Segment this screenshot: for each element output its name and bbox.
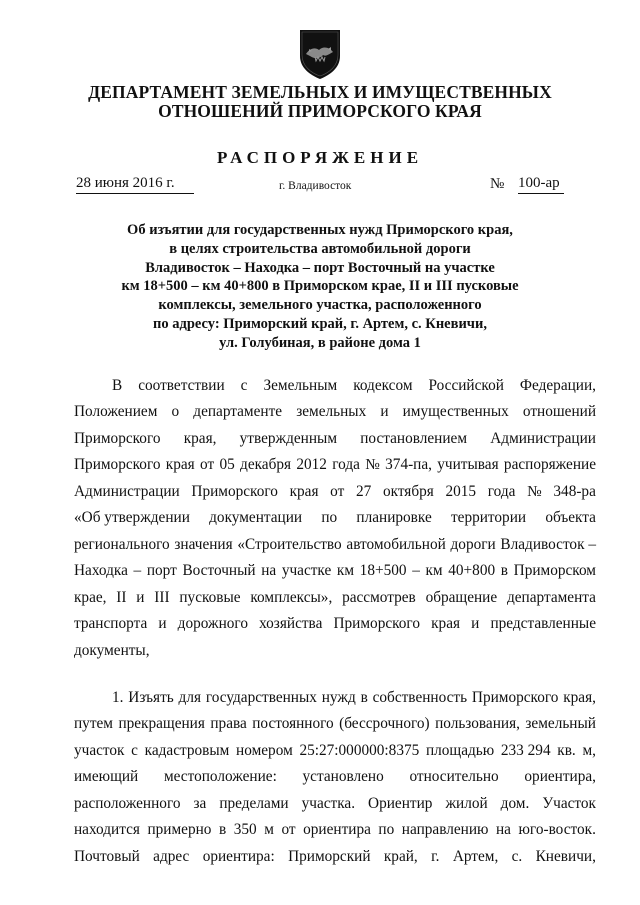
- preamble-line: [74, 456, 596, 474]
- word: края: [165, 456, 195, 473]
- word: по: [378, 821, 395, 838]
- word: местоположение:: [163, 768, 277, 785]
- word: с.: [511, 848, 523, 865]
- issue-city: г. Владивосток: [279, 180, 352, 192]
- item1-line: [74, 795, 596, 813]
- word: 348-ра: [553, 483, 596, 500]
- word: собственность: [372, 689, 468, 706]
- word: Положением: [74, 403, 158, 420]
- word: направлению: [401, 821, 489, 838]
- word: отношений: [522, 403, 596, 420]
- word: в: [360, 689, 368, 706]
- word: автомобильной: [346, 536, 446, 553]
- word: края: [289, 483, 319, 500]
- word: Участок: [542, 795, 596, 812]
- preamble-line: [74, 562, 596, 580]
- word: установлено: [302, 768, 384, 785]
- word: адрес: [153, 848, 190, 865]
- word: крае,: [74, 589, 107, 606]
- order-date: 28 июня 2016 г.: [76, 175, 194, 194]
- word: участке: [281, 562, 332, 579]
- word: пусковые: [179, 589, 241, 606]
- word: 05: [219, 456, 235, 473]
- word: км: [425, 562, 443, 579]
- word: ориентира:: [202, 848, 275, 865]
- word: прекращения: [118, 715, 205, 732]
- word: В: [112, 377, 123, 394]
- word: Восточный: [182, 562, 256, 579]
- word: Ориентир: [368, 795, 433, 812]
- word: объекта: [545, 509, 596, 526]
- word: земельных: [296, 403, 367, 420]
- word: о: [171, 403, 180, 420]
- word: путем: [74, 715, 113, 732]
- word: –: [133, 562, 142, 579]
- preamble-line: [74, 483, 596, 501]
- subject-line: Об изъятии для государственных нужд Приморского края,: [127, 222, 513, 238]
- word: Приморского: [74, 430, 161, 447]
- word: 350: [233, 821, 257, 838]
- word: от: [200, 456, 215, 473]
- word: Администрации: [490, 430, 596, 447]
- preamble-line: [74, 536, 596, 554]
- word: 27: [355, 483, 372, 500]
- word: за: [193, 795, 207, 812]
- word: г.: [431, 848, 440, 865]
- word: края: [431, 615, 461, 632]
- subject-line: по адресу: Приморский край, г. Артем, с. Кневичи,: [153, 315, 487, 332]
- word: «Строительство: [237, 536, 342, 553]
- preamble-line: [74, 509, 596, 527]
- word: Владивосток –: [500, 536, 596, 553]
- item1-line: [74, 742, 596, 760]
- order-subject: [0, 221, 640, 353]
- word: от: [281, 821, 296, 838]
- coat-of-arms-emblem: [295, 24, 345, 80]
- department-name-line1: ДЕПАРТАМЕНТ ЗЕМЕЛЬНЫХ И ИМУЩЕСТВЕННЫХ: [88, 82, 552, 102]
- word: и: [136, 589, 145, 606]
- word: 2012: [296, 456, 327, 473]
- word: на: [261, 562, 277, 579]
- word: соответствии: [138, 377, 225, 394]
- word: 25:27:000000:8375: [299, 742, 420, 759]
- subject-line: ул. Голубиная, в районе дома 1: [219, 334, 421, 351]
- word: кадастровым: [144, 742, 230, 759]
- word: номером: [236, 742, 293, 759]
- word: имущественных: [402, 403, 509, 420]
- word: года: [332, 456, 360, 473]
- number-sign: №: [490, 176, 505, 192]
- word: Кневичи,: [535, 848, 596, 865]
- word: Приморский: [288, 848, 371, 865]
- preamble-line: [74, 642, 596, 660]
- word: Изъять: [128, 689, 174, 706]
- word: транспорта: [74, 615, 148, 632]
- word: в: [218, 821, 227, 838]
- word: кодексом: [353, 377, 413, 394]
- word: 1.: [112, 689, 124, 706]
- word: №: [365, 456, 380, 473]
- word: дорожного: [177, 615, 248, 632]
- word: дом.: [500, 795, 530, 812]
- word: 18+500: [359, 562, 407, 579]
- word: департаменте: [193, 403, 283, 420]
- word: учитывая: [437, 456, 499, 473]
- word: 2015: [445, 483, 477, 500]
- word: пределами: [219, 795, 289, 812]
- subject-line: км 18+500 – км 40+800 в Приморском крае, II и III пусковые: [121, 278, 519, 295]
- word: значения: [174, 536, 233, 553]
- preamble-line: [74, 430, 596, 448]
- word: постоянного: [252, 715, 334, 732]
- word: на: [495, 821, 511, 838]
- preamble-line: [74, 589, 596, 607]
- word: хозяйства: [259, 615, 323, 632]
- item1-line: [112, 689, 596, 707]
- word: Артем,: [452, 848, 499, 865]
- preamble-line: [74, 403, 596, 421]
- word: рассмотрев: [342, 589, 416, 606]
- word: кв.: [557, 742, 576, 759]
- subject-line: Владивосток – Находка – порт Восточный на участке: [145, 259, 495, 276]
- preamble-line: [112, 377, 596, 395]
- word: №: [527, 483, 542, 500]
- word: край,: [383, 848, 418, 865]
- word: регионального: [74, 536, 170, 553]
- document-type-title: РАСПОРЯЖЕНИЕ: [216, 148, 424, 167]
- word: края,: [563, 689, 596, 706]
- word: км: [336, 562, 355, 579]
- item1-line: [74, 821, 596, 839]
- word: и: [471, 615, 480, 632]
- word: октября: [382, 483, 434, 500]
- item1-line: [74, 715, 596, 733]
- word: края,: [183, 430, 217, 447]
- word: декабря: [240, 456, 292, 473]
- word: для: [178, 689, 201, 706]
- word: –: [412, 562, 420, 579]
- subject-line: в целях строительства автомобильной дороги: [169, 240, 471, 257]
- word: 374-па,: [385, 456, 432, 473]
- word: земельный: [525, 715, 596, 732]
- word: Приморского: [471, 689, 559, 706]
- word: расположенного: [74, 795, 181, 812]
- word: участок: [74, 742, 125, 759]
- word: по: [321, 509, 338, 526]
- word: юго-восток.: [518, 821, 596, 838]
- word: имеющий: [74, 768, 139, 785]
- word: Администрации: [74, 483, 180, 500]
- word: III: [154, 589, 170, 606]
- word: 40+800: [448, 562, 496, 579]
- word: Федерации,: [519, 377, 596, 394]
- word: с: [240, 377, 248, 394]
- word: в: [500, 562, 508, 579]
- preamble-line: [74, 615, 596, 633]
- order-number: 100-ар: [518, 175, 564, 194]
- word: (бессрочного): [339, 715, 430, 732]
- word: порт: [146, 562, 177, 579]
- word: примерно: [147, 821, 212, 838]
- word: ориентира: [303, 821, 371, 838]
- word: м: [264, 821, 274, 838]
- word: документы,: [74, 642, 150, 659]
- word: участка.: [301, 795, 356, 812]
- word: Приморского: [191, 483, 278, 500]
- word: права: [210, 715, 247, 732]
- word: представленные: [490, 615, 596, 632]
- word: года: [487, 483, 516, 500]
- word: находится: [74, 821, 140, 838]
- word: территории: [450, 509, 527, 526]
- word: планировке: [356, 509, 432, 526]
- word: комплексы»,: [250, 589, 333, 606]
- word: и: [380, 403, 389, 420]
- word: обращение: [425, 589, 498, 606]
- department-name-line2: ОТНОШЕНИЙ ПРИМОРСКОГО КРАЯ: [158, 101, 482, 121]
- word: распоряжение: [503, 456, 596, 473]
- word: от: [330, 483, 345, 500]
- word: II: [116, 589, 127, 606]
- word: постановлением: [360, 430, 468, 447]
- word: относительно: [409, 768, 499, 785]
- word: Находка: [74, 562, 128, 579]
- word: Приморском: [513, 562, 596, 579]
- word: «Об утверждении: [74, 509, 190, 526]
- word: Приморского: [74, 456, 161, 473]
- word: площадью: [425, 742, 495, 759]
- word: 233 294: [500, 742, 551, 759]
- word: департамента: [506, 589, 596, 606]
- word: и: [158, 615, 167, 632]
- item1-line: [74, 768, 596, 786]
- word: дороги: [450, 536, 496, 553]
- word: ориентира,: [524, 768, 596, 785]
- item1-line: [74, 848, 596, 866]
- word: нужд: [321, 689, 356, 706]
- word: пользования,: [435, 715, 520, 732]
- subject-line: комплексы, земельного участка, расположенного: [158, 297, 482, 314]
- word: жилой: [445, 795, 488, 812]
- word: утвержденным: [239, 430, 338, 447]
- word: Российской: [428, 377, 504, 394]
- word: м,: [582, 742, 596, 759]
- word: с: [131, 742, 138, 759]
- word: Приморского: [333, 615, 420, 632]
- word: Земельным: [263, 377, 338, 394]
- word: Почтовый: [74, 848, 140, 865]
- word: государственных: [205, 689, 317, 706]
- word: документации: [209, 509, 303, 526]
